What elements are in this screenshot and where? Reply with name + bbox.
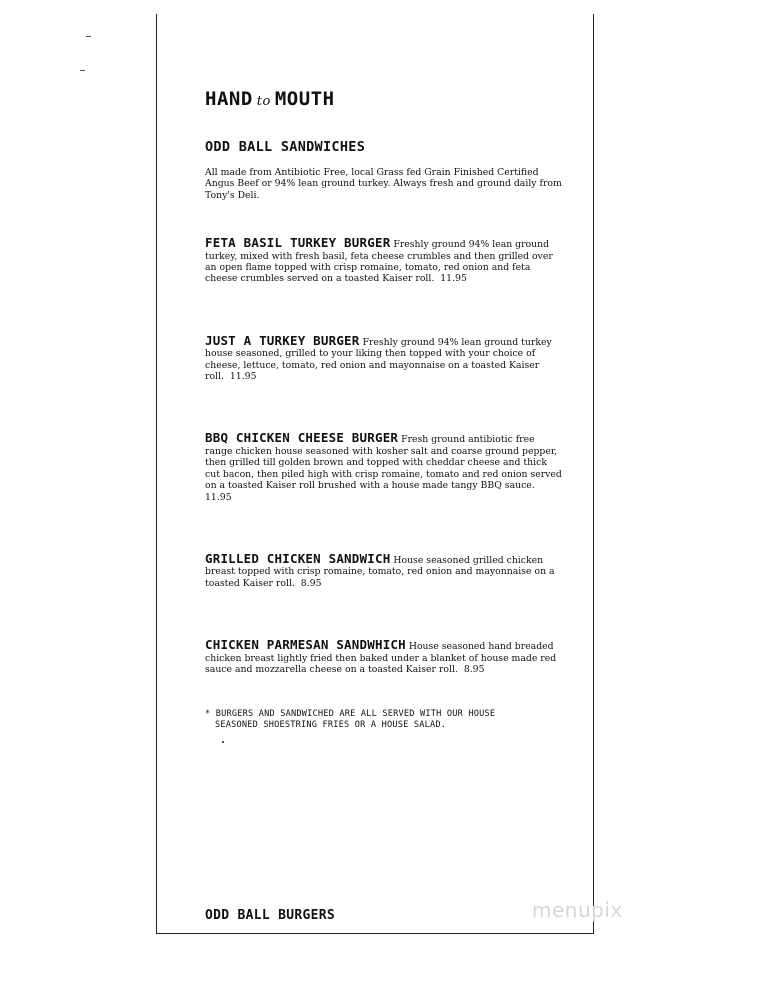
watermark-logo: menupix — [532, 898, 623, 922]
menu-item-bbq-chicken-cheese-burger — [205, 432, 563, 502]
item-description: Freshly ground 94% lean ground turkey, mixed with fresh basil, feta cheese crumbles and then grilled over an open flame topped with crisp romaine, tomato, red onion and feta cheese crumbles served on a toasted Kaiser roll. — [205, 239, 553, 285]
menu-item-grilled-chicken-sandwich — [205, 550, 563, 589]
menu-item-chicken-parmesan-sandwhich — [205, 639, 563, 675]
title-part1: HAND — [205, 88, 253, 110]
item-name: FETA BASIL TURKEY BURGER — [205, 235, 391, 251]
menu-content — [205, 88, 563, 731]
title-part2: MOUTH — [274, 88, 335, 110]
scan-speck — [80, 70, 85, 71]
section-heading: ODD BALL SANDWICHES — [205, 139, 366, 155]
item-description: Fresh ground antibiotic free range chicken house seasoned with kosher salt and coarse ground pepper, then grilled till golden brown and topped with cheddar cheese and thick cut bacon, then piled high with crisp romaine, tomato and red onion served on a toasted Kaiser roll brushed with a house made tangy BBQ sauce. — [205, 434, 562, 492]
menu-item-feta-basil-turkey-burger — [205, 237, 563, 285]
item-description: Freshly ground 94% lean ground turkey house seasoned, grilled to your liking then topped with your choice of cheese, lettuce, tomato, red onion and mayonnaise on a toasted Kaiser roll. — [205, 336, 552, 383]
note-line1: * BURGERS AND SANDWICHED ARE ALL SERVED WITH OUR HOUSE — [205, 709, 496, 720]
section-intro: All made from Antibiotic Free, local Grass fed Grain Finished Certified Angus Beef or 94% lean ground turkey. Always fresh and ground daily from Tony's Deli. — [205, 167, 562, 201]
item-price: 8.95 — [300, 577, 322, 589]
item-name: GRILLED CHICKEN SANDWICH — [205, 550, 391, 566]
item-name: BBQ CHICKEN CHEESE BURGER — [205, 430, 399, 446]
item-price: 11.95 — [440, 273, 467, 285]
item-description: House seasoned grilled chicken breast topped with crisp romaine, tomato, red onion and mayonnaise on a toasted Kaiser roll. — [205, 554, 555, 589]
note-line2: SEASONED SHOESTRING FRIES OR A HOUSE SALAD. — [215, 720, 447, 731]
menu-page — [156, 14, 594, 934]
scan-speck — [86, 36, 91, 37]
restaurant-title — [205, 88, 563, 113]
menu-item-just-a-turkey-burger — [205, 332, 563, 383]
item-name: JUST A TURKEY BURGER — [205, 332, 360, 348]
item-price: 8.95 — [463, 663, 485, 675]
sides-note — [205, 709, 563, 731]
item-price: 11.95 — [229, 371, 257, 383]
next-section-heading: ODD BALL BURGERS — [205, 908, 336, 923]
item-price: 11.95 — [205, 491, 232, 503]
item-name: CHICKEN PARMESAN SANDWHICH — [205, 637, 406, 653]
item-description: House seasoned hand breaded chicken breast lightly fried then baked under a blanket of house made red sauce and mozzarella cheese on a toasted Kaiser roll. — [205, 641, 557, 675]
title-connector: to — [256, 94, 271, 109]
